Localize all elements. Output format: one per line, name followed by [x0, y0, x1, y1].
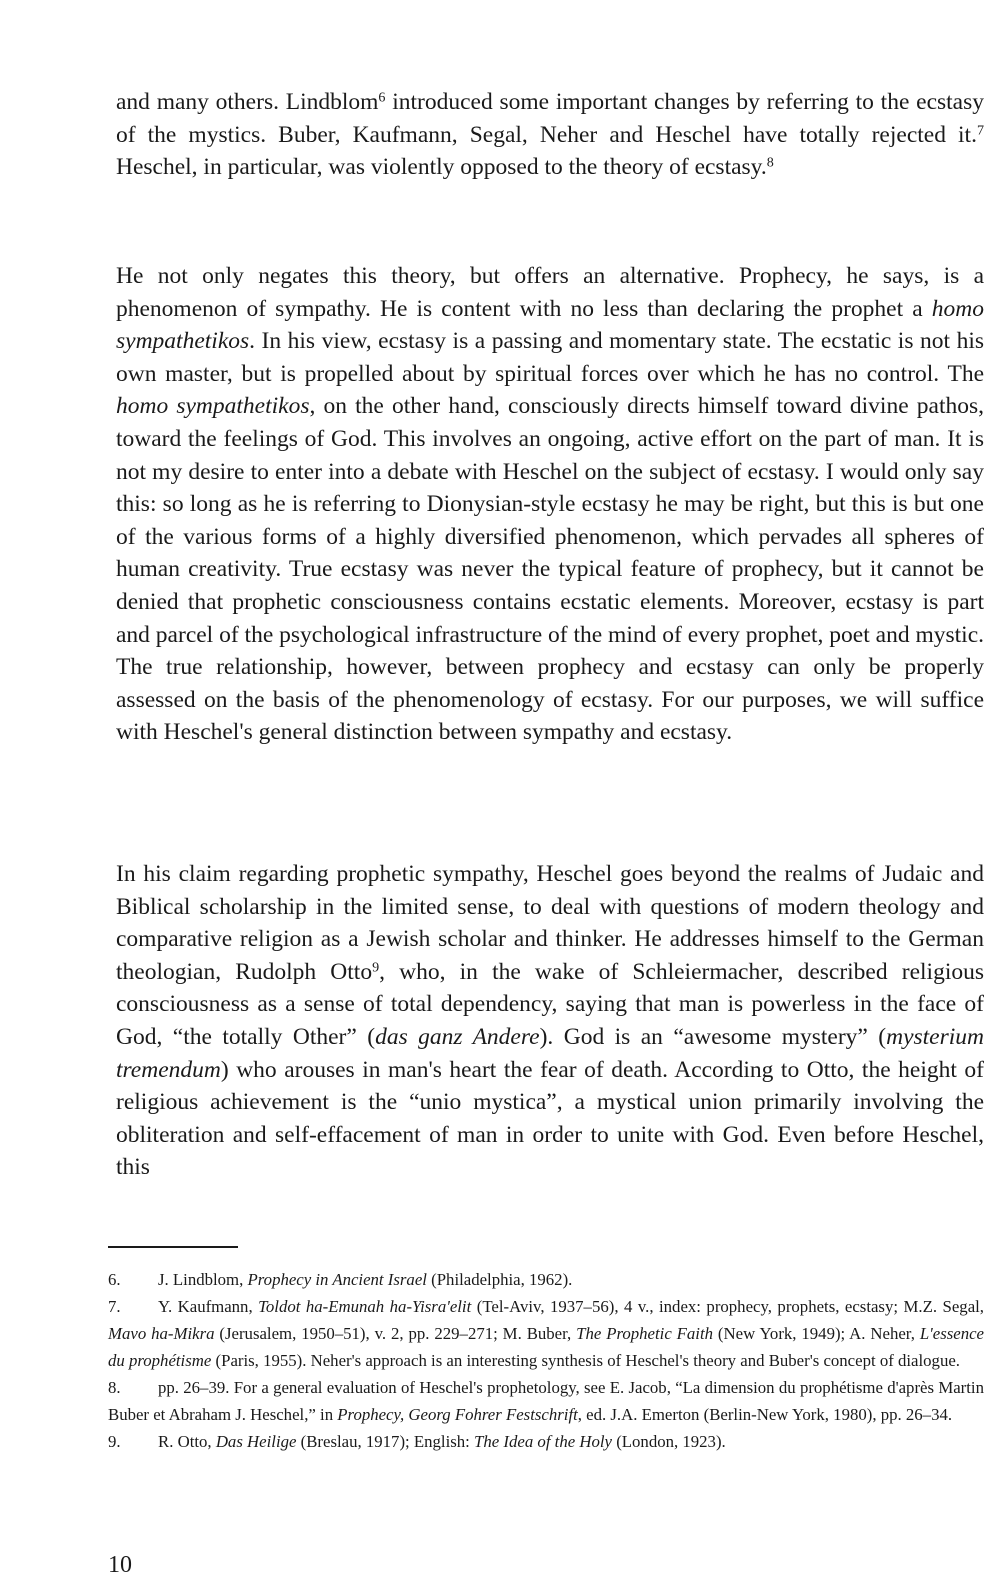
italic-term: mysterium tremendum — [116, 1023, 985, 1083]
footnote — [108, 1266, 984, 1293]
italic-term: Prophecy in Ancient Israel — [247, 1270, 427, 1289]
footnotes — [108, 1266, 984, 1455]
footnote — [108, 1293, 984, 1374]
italic-term: The Idea of the Holy — [474, 1432, 612, 1451]
footnote-text: R. Otto, Das Heilige (Breslau, 1917); English: The Idea of the Holy (London, 1923). — [158, 1432, 726, 1451]
italic-term: Das Heilige — [215, 1432, 297, 1451]
footnote-ref: 6 — [378, 89, 386, 106]
footnote-number: 6. — [108, 1270, 121, 1289]
footnote-text: pp. 26–39. For a general evaluation of Heschel's prophetology, see E. Jacob, “La dimension du prophétisme d'après Martin Buber et Abraham J. Heschel,” in Prophecy, Georg Fohrer Festschrift, ed. J.A. Emerton (Berlin-New York, 1980), pp. 26–34. — [108, 1378, 984, 1424]
italic-term: L'essence du prophétisme — [108, 1324, 984, 1370]
footnote-ref: 7 — [976, 121, 984, 138]
italic-term: Mavo ha-Mikra — [108, 1324, 215, 1343]
footnote-ref: 8 — [766, 154, 774, 171]
italic-term: Toldot ha-Emunah ha-Yisra'elit — [258, 1297, 472, 1316]
italic-term: The Prophetic Faith — [576, 1324, 714, 1343]
italic-term: homo sympathetikos — [116, 393, 310, 420]
footnote-text: Y. Kaufmann, Toldot ha-Emunah ha-Yisra'elit (Tel-Aviv, 1937–56), 4 v., index: prophecy, prophets, ecstasy; M.Z. Segal, Mavo ha-Mikra (Jerusalem, 1950–51), v. 2, pp. 229–271; M. Buber, The Prophetic Faith (New York, 1949); A. Neher, L'essence du prophétisme (Paris, 1955). Neher's approach is an interesting synthesis of Heschel's theory and Buber's concept of dialogue. — [108, 1297, 984, 1370]
footnote — [108, 1428, 984, 1455]
footnote-divider — [108, 1246, 238, 1248]
italic-term: Prophecy, Georg Fohrer Festschrift — [337, 1405, 578, 1424]
italic-term: das ganz Andere — [375, 1023, 540, 1050]
footnote-ref: 9 — [372, 959, 380, 976]
footnote-number: 7. — [108, 1297, 121, 1316]
footnote — [108, 1374, 984, 1428]
footnote-text: J. Lindblom, Prophecy in Ancient Israel (Philadelphia, 1962). — [158, 1270, 573, 1289]
footnote-number: 9. — [108, 1432, 121, 1451]
body-paragraph: He not only negates this theory, but offers an alternative. Prophecy, he says, is a phenomenon of sympathy. He is content with no less than declaring the prophet a homo sympathetikos. In his view, ecstasy is a passing and momentary state. The ecstatic is not his own master, but is propelled about by spiritual forces over which he has no control. The homo sympathetikos, on the other hand, consciously directs himself toward divine pathos, toward the feelings of God. This involves an ongoing, active effort on the part of man. It is not my desire to enter into a debate with Heschel on the subject of ecstasy. I would only say this: so long as he is referring to Dionysian-style ecstasy he may be right, but this is but one of the various forms of a highly diversified phenomenon, which pervades all spheres of human creativity. True ecstasy was never the typical feature of prophecy, but it cannot be denied that prophetic consciousness contains ecstatic elements. Moreover, ecstasy is part and parcel of the psychological infrastructure of the mind of every prophet, poet and mystic. The true relationship, however, between prophecy and ecstasy can only be properly assessed on the basis of the phenomenology of ecstasy. For our purposes, we will suffice with Heschel's general distinction between sympathy and ecstasy. — [116, 263, 984, 746]
body-paragraph: In his claim regarding prophetic sympathy, Heschel goes beyond the realms of Judaic and Biblical scholarship in the limited sense, to deal with questions of modern theology and comparative religion as a Jewish scholar and thinker. He addresses himself to the German theologian, Rudolph Otto$^9$, who, in the wake of Schleiermacher, described religious consciousness as a sense of total dependency, saying that man is powerless in the face of God, “the totally Other” (das ganz Andere). God is an “awesome mystery” (mysterium tremendum) who arouses in man's heart the fear of death. According to Otto, the height of religious achievement is the “unio mystica”, a mystical union primarily involving the obliteration and self-effacement of man in order to unite with God. Even before Heschel, this — [116, 861, 985, 1181]
italic-term: homo sympathetikos — [116, 295, 984, 355]
footnote-number: 8. — [108, 1378, 121, 1397]
page-number: 10 — [108, 1552, 132, 1578]
body-paragraph: and many others. Lindblom$^6$ introduced some important changes by referring to the ecstasy of the mystics. Buber, Kaufmann, Segal, Neher and Heschel have totally rejected it.$^7$ Heschel, in particular, was violently opposed to the theory of ecstasy.$^8$ — [116, 89, 985, 181]
